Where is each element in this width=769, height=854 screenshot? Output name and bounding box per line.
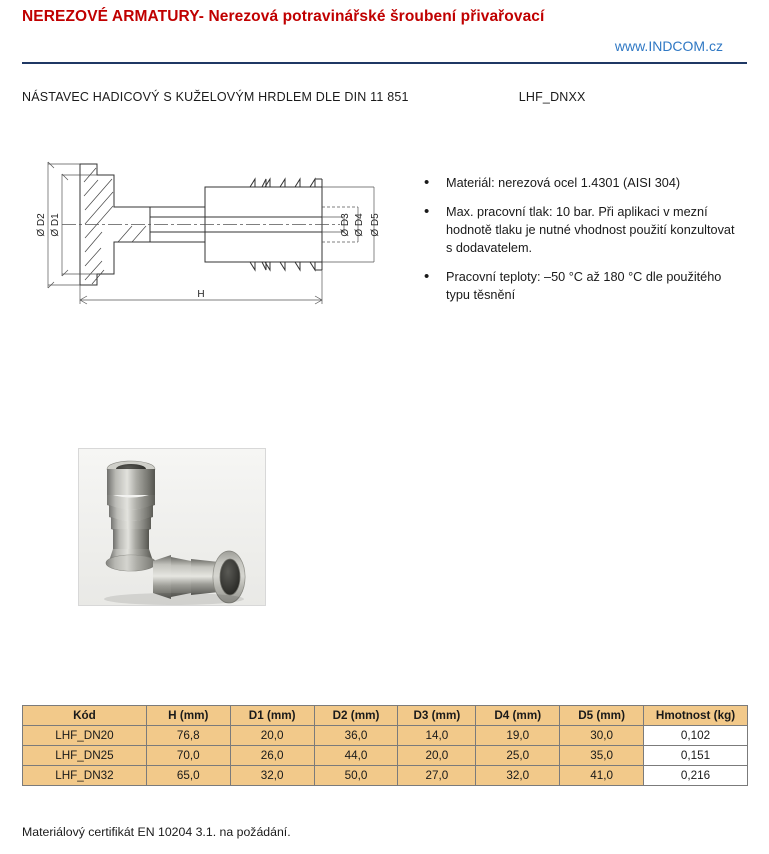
dimension-label-d3: Ø D3	[340, 213, 351, 237]
table-header-row	[23, 706, 748, 726]
dimension-label-d4: Ø D4	[354, 213, 365, 237]
table-cell: 19,0	[476, 726, 560, 746]
technical-drawing	[22, 122, 422, 322]
table-cell-weight: 0,151	[644, 746, 748, 766]
table-cell: 20,0	[230, 726, 314, 746]
dimension-label-d1: Ø D1	[50, 213, 61, 237]
table-cell: 30,0	[560, 726, 644, 746]
table-header-cell: D2 (mm)	[314, 706, 398, 726]
table-cell: 20,0	[398, 746, 476, 766]
bullet-dot-icon: •	[424, 203, 430, 221]
bullet-text: Materiál: nerezová ocel 1.4301 (AISI 304)	[446, 176, 681, 190]
table-row	[23, 726, 748, 746]
table-cell-code: LHF_DN25	[23, 746, 147, 766]
bullet-text: Pracovní teploty: –50 °C až 180 °C dle použitého typu těsnění	[446, 270, 722, 303]
bullet-dot-icon: •	[424, 268, 430, 286]
certificate-footnote: Materiálový certifikát EN 10204 3.1. na požádání.	[22, 825, 291, 839]
table-header-cell: D3 (mm)	[398, 706, 476, 726]
table-header-cell: Hmotnost (kg)	[644, 706, 748, 726]
table-cell-code: LHF_DN32	[23, 766, 147, 786]
page-title: NEREZOVÉ ARMATURY- Nerezová potravinářské šroubení přivařovací	[22, 8, 545, 25]
page-header	[0, 0, 769, 54]
table-cell: 76,8	[146, 726, 230, 746]
product-header-row	[22, 90, 747, 104]
table-header-cell: D1 (mm)	[230, 706, 314, 726]
table-cell: 14,0	[398, 726, 476, 746]
table-cell: 27,0	[398, 766, 476, 786]
product-name: NÁSTAVEC HADICOVÝ S KUŽELOVÝM HRDLEM DLE DIN 11 851	[22, 90, 409, 104]
specification-table	[22, 705, 748, 786]
table-cell: 44,0	[314, 746, 398, 766]
list-item	[424, 203, 742, 257]
table-cell-weight: 0,216	[644, 766, 748, 786]
table-cell: 32,0	[230, 766, 314, 786]
table-cell: 65,0	[146, 766, 230, 786]
table-row	[23, 766, 748, 786]
specs-bullet-list	[424, 174, 742, 315]
table-cell: 35,0	[560, 746, 644, 766]
list-item	[424, 268, 742, 304]
table-cell: 26,0	[230, 746, 314, 766]
table-header-cell: D5 (mm)	[560, 706, 644, 726]
table-header-cell: H (mm)	[146, 706, 230, 726]
table-cell: 70,0	[146, 746, 230, 766]
product-code: LHF_DNXX	[518, 90, 586, 104]
table-cell: 36,0	[314, 726, 398, 746]
dimension-label-h: H	[197, 289, 205, 300]
company-website-link[interactable]	[22, 38, 747, 54]
content-area	[0, 122, 769, 372]
dimension-label-d5: Ø D5	[370, 213, 381, 237]
table-header-cell: Kód	[23, 706, 147, 726]
product-photo	[78, 448, 266, 606]
website-url-text: www.INDCOM.cz	[614, 38, 723, 54]
dimension-label-d2: Ø D2	[36, 213, 47, 237]
table-cell: 50,0	[314, 766, 398, 786]
table-header-cell: D4 (mm)	[476, 706, 560, 726]
table-cell-weight: 0,102	[644, 726, 748, 746]
header-divider	[22, 62, 747, 64]
table-cell: 32,0	[476, 766, 560, 786]
table-cell: 41,0	[560, 766, 644, 786]
table-row	[23, 746, 748, 766]
bullet-text: Max. pracovní tlak: 10 bar. Při aplikaci v mezní hodnotě tlaku je nutné vhodnost použití konzultovat s dodavatelem.	[446, 205, 735, 256]
bullet-dot-icon: •	[424, 174, 430, 191]
list-item	[424, 174, 742, 192]
table-cell-code: LHF_DN20	[23, 726, 147, 746]
table-cell: 25,0	[476, 746, 560, 766]
